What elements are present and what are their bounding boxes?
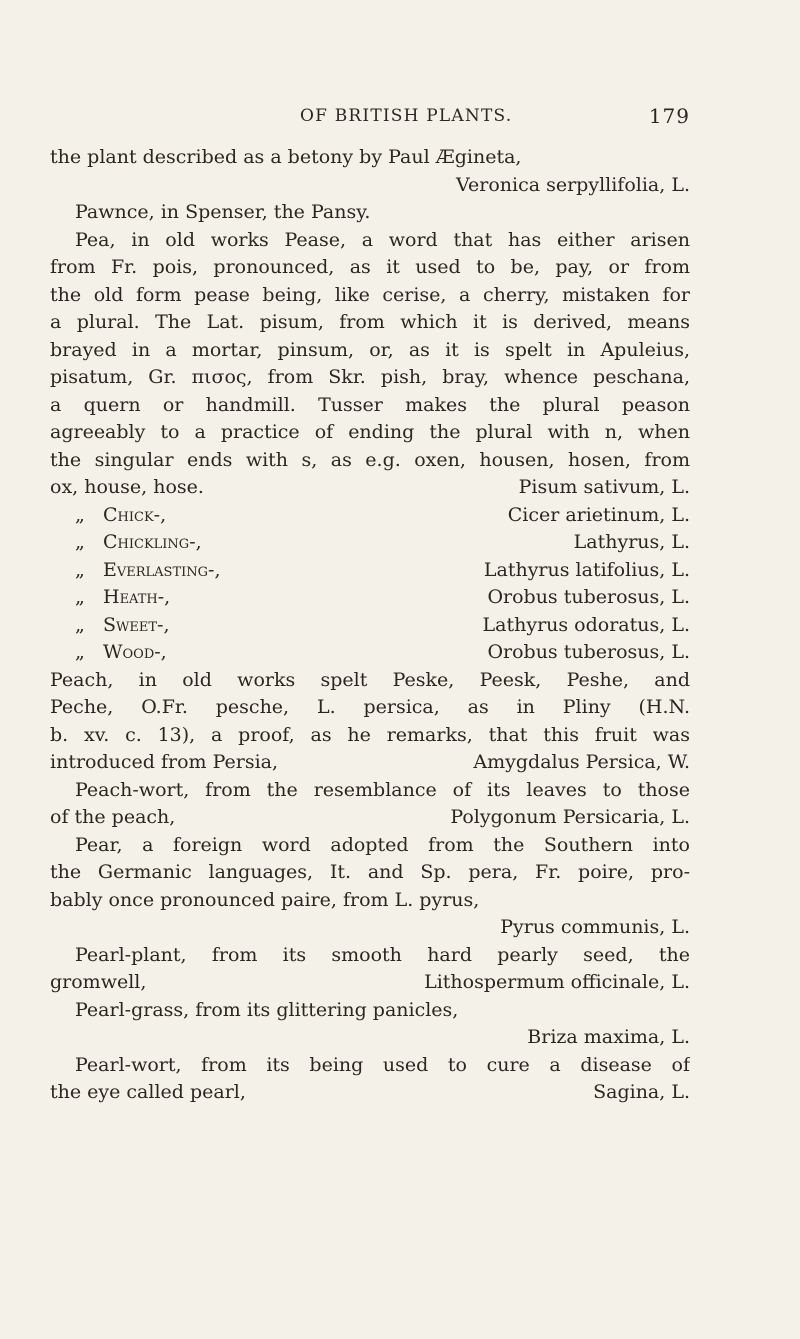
entry-term: Sweet-, [103,613,170,636]
text-line: Pearl-plant, from its smooth hard pearly seed, the [75,943,690,966]
entry-species: Pyrus communis, L. [500,916,690,938]
text-line: Peach-wort, from the resemblance of its leaves to those [75,778,690,801]
entry-species: Cicer arietinum, L. [507,503,690,526]
text-line: from Fr. pois, pronounced, as it used to be, pay, or from [50,256,690,278]
text-line: gromwell, [50,971,147,993]
text-line: of the peach, [50,806,176,828]
text-line: bably once pronounced paire, from L. pyrus, [50,888,480,911]
ditto-mark: „ [75,503,85,526]
text-line: Pawnce, in Spenser, the Pansy. [75,201,371,223]
entry-species: Sagina, L. [593,1081,690,1103]
text-line: Pearl-grass, from its glittering panicles, [75,998,459,1021]
ditto-mark: „ [75,531,85,553]
entry-species: Lathyrus latifolius, L. [483,558,690,581]
entry-row [50,529,690,557]
text-line: the Germanic languages, It. and Sp. pera, Fr. poire, pro- [50,861,690,883]
text-line: brayed in a mortar, pinsum, or, as it is spelt in Apuleius, [50,338,690,361]
entry-row [50,612,690,640]
entry-row [50,749,690,777]
entry-term: Heath-, [103,586,171,608]
entry-row [50,804,690,832]
running-header [100,106,690,132]
entry-species: Lathyrus odoratus, L. [482,613,690,636]
ditto-mark: „ [75,586,85,608]
ditto-mark: „ [75,641,85,663]
entry-row [50,1079,690,1107]
entry-species: Polygonum Persicaria, L. [450,806,690,828]
text-line: Peach, in old works spelt Peske, Peesk, Peshe, and [50,668,690,691]
text-line: Pea, in old works Pease, a word that has either arisen [75,228,690,251]
entry-species: Briza maxima, L. [527,1026,690,1048]
entry-row [50,474,690,502]
text-line: the old form pease being, like cerise, a cherry, mistaken for [50,283,690,306]
page-number: 179 [648,104,690,128]
ditto-mark: „ [75,613,85,636]
text-line: b. xv. c. 13), a proof, as he remarks, that this fruit was [50,723,690,746]
entry-species: Amygdalus Persica, W. [473,751,690,773]
running-title: OF BRITISH PLANTS. [300,106,513,126]
entry-row [50,639,690,667]
text-line: a quern or handmill. Tusser makes the plural peason [50,393,690,416]
entry-row [50,969,690,997]
entry-term: Everlasting-, [103,558,221,581]
text-line: Pearl-wort, from its being used to cure a disease of [75,1053,690,1076]
entry-term: Wood-, [103,641,167,663]
text-line: Pear, a foreign word adopted from the Southern into [75,833,690,856]
entry-species: Pisum sativum, L. [518,476,690,498]
entry-species: Lithospermum officinale, L. [424,971,690,993]
text-line: the plant described as a betony by Paul Ægineta, [50,146,522,168]
body-text [50,144,690,1107]
ditto-mark: „ [75,558,85,581]
entry-row [50,502,690,530]
entry-term: Chick-, [103,503,167,526]
entry-species: Orobus tuberosus, L. [487,586,690,608]
entry-row [50,557,690,585]
text-line: a plural. The Lat. pisum, from which it is derived, means [50,311,690,333]
text-line: pisatum, Gr. πισος, from Skr. pish, bray, whence peschana, [50,366,690,388]
text-line: agreeably to a practice of ending the plural with n, when [50,421,690,443]
entry-term: Chickling-, [103,531,202,553]
text-line: introduced from Persia, [50,751,279,773]
entry-term: ox, house, hose. [50,476,204,498]
text-line: the eye called pearl, [50,1081,246,1103]
entry-species: Lathyrus, L. [573,531,690,553]
text-line: the singular ends with s, as e.g. oxen, housen, hosen, from [50,448,690,471]
text-line: Peche, O.Fr. pesche, L. persica, as in Pliny (H.N. [50,696,690,718]
entry-species: Orobus tuberosus, L. [487,641,690,663]
entry-row [50,584,690,612]
text-line: Veronica serpyllifolia, L. [456,173,690,196]
